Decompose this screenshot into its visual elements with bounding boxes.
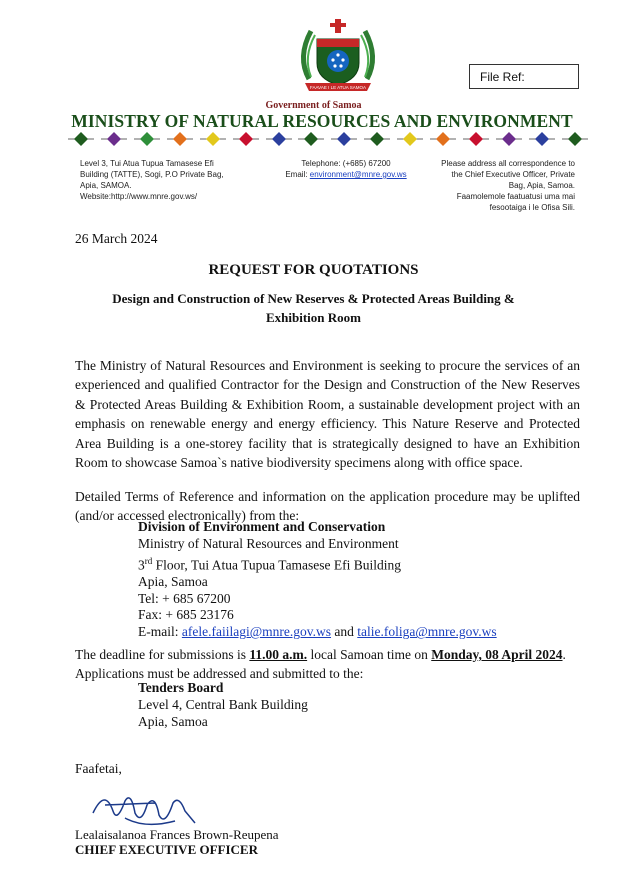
fax-line: Fax: + 685 23176 bbox=[138, 607, 234, 623]
ministry-name: Ministry of Natural Resources and Environment bbox=[138, 535, 399, 551]
email-link-1[interactable]: afele.faiilagi@mnre.gov.ws bbox=[181, 624, 332, 640]
signatory-name: Lealaisalanoa Frances Brown-Reupena bbox=[75, 827, 279, 842]
tel-line: Tel: + 685 67200 bbox=[138, 590, 231, 606]
deadline-paragraph: The deadline for submissions is 11.00 a.m. local Samoan time on Monday, 08 April 2024. Applications must be addressed and submitted to the: bbox=[75, 647, 566, 682]
diamond-icon bbox=[68, 131, 94, 147]
city-line: Apia, Samoa bbox=[138, 573, 208, 589]
address-line: Building (TATTE), Sogi, P.O Private Bag, bbox=[80, 170, 224, 179]
letter-title: REQUEST FOR QUOTATIONS bbox=[208, 262, 419, 278]
correspondence-line: fesootaiga i le Ofisa Sili. bbox=[489, 203, 575, 212]
diamond-icon bbox=[233, 131, 259, 147]
tenders-block bbox=[138, 680, 308, 730]
email-line: E-mail: afele.faiilagi@mnre.gov.ws and talie.foliga@mnre.gov.ws bbox=[138, 624, 497, 640]
diamond-icon bbox=[430, 131, 456, 147]
tenders-level: Level 4, Central Bank Building bbox=[138, 696, 308, 712]
letter-date: 26 March 2024 bbox=[75, 231, 158, 246]
diamond-icon bbox=[562, 131, 588, 147]
government-label: Government of Samoa bbox=[265, 100, 362, 111]
tenders-city: Apia, Samoa bbox=[138, 713, 208, 729]
email-link-2[interactable]: talie.foliga@mnre.gov.ws bbox=[357, 624, 497, 640]
closing-greeting: Faafetai, bbox=[75, 761, 122, 776]
diamond-icon bbox=[167, 131, 193, 147]
government-emblem bbox=[289, 17, 387, 101]
deadline-date: Monday, 08 April 2024 bbox=[431, 647, 563, 662]
address-line: Apia, SAMOA. bbox=[80, 181, 132, 190]
diamond-icon bbox=[496, 131, 522, 147]
handwritten-signature bbox=[85, 783, 215, 833]
correspondence-line: Please address all correspondence to bbox=[441, 159, 575, 168]
diamond-icon bbox=[463, 131, 489, 147]
address-line: Level 3, Tui Atua Tupua Tamasese Efi bbox=[80, 159, 214, 168]
terms-paragraph: Detailed Terms of Reference and information on the application procedure may be uplifted (and/or accessed electronically) from the: bbox=[75, 489, 580, 524]
telephone-line: Telephone: (+685) 67200 bbox=[301, 159, 391, 168]
diamond-icon bbox=[298, 131, 324, 147]
address-block-right bbox=[410, 158, 575, 213]
file-ref-box bbox=[469, 64, 579, 89]
correspondence-line: the Chief Executive Officer, Private bbox=[451, 170, 575, 179]
floor-line: 3rd Floor, Tui Atua Tupua Tamasese Efi Building bbox=[138, 555, 402, 573]
correspondence-line: Faamolemole faatuatusi uma mai bbox=[456, 192, 575, 201]
diamond-icon bbox=[266, 131, 292, 147]
email-label: Email: bbox=[285, 170, 310, 179]
ministry-heading: MINISTRY OF NATURAL RESOURCES AND ENVIRONMENT bbox=[71, 111, 573, 131]
correspondence-line: Bag, Apia, Samoa. bbox=[508, 181, 575, 190]
diamond-icon bbox=[364, 131, 390, 147]
header-email-link[interactable]: environment@mnre.gov.ws bbox=[309, 170, 407, 179]
contact-block bbox=[138, 519, 497, 641]
diamond-icon bbox=[101, 131, 127, 147]
intro-paragraph: The Ministry of Natural Resources and Environment is seeking to procure the services of an experienced and qualified Contractor for the Design and Construction of the New Reserves & Protected Areas Building & Exhibition Room, a sustainable development project with an emphasis on renewable energy and energy efficiency. This Nature Reserve and Protected Area Building is a one-storey facility that is strategically designed to have an Exhibition Room to showcase Samoa`s native biodiversity specimens along with office space. bbox=[75, 358, 580, 471]
emblem-motto: FAAVAE I LE ATUA SAMOA bbox=[309, 85, 367, 90]
diamond-icon bbox=[200, 131, 226, 147]
file-ref-label: File Ref: bbox=[480, 70, 525, 84]
tenders-name: Tenders Board bbox=[138, 680, 224, 695]
address-block-middle bbox=[266, 158, 426, 180]
signatory-title: CHIEF EXECUTIVE OFFICER bbox=[75, 842, 258, 857]
diamond-icon bbox=[331, 131, 357, 147]
diamond-icon bbox=[529, 131, 555, 147]
division-name: Division of Environment and Conservation bbox=[138, 519, 386, 534]
letter-subtitle: Design and Construction of New Reserves & Protected Areas Building & Exhibition Room bbox=[112, 291, 515, 325]
diamond-icon bbox=[397, 131, 423, 147]
deadline-time: 11.00 a.m. bbox=[249, 647, 308, 662]
website-line: Website:http://www.mnre.gov.ws/ bbox=[80, 192, 198, 201]
address-block-left bbox=[80, 158, 270, 202]
decorative-diamond-row bbox=[68, 131, 588, 147]
diamond-icon bbox=[134, 131, 160, 147]
